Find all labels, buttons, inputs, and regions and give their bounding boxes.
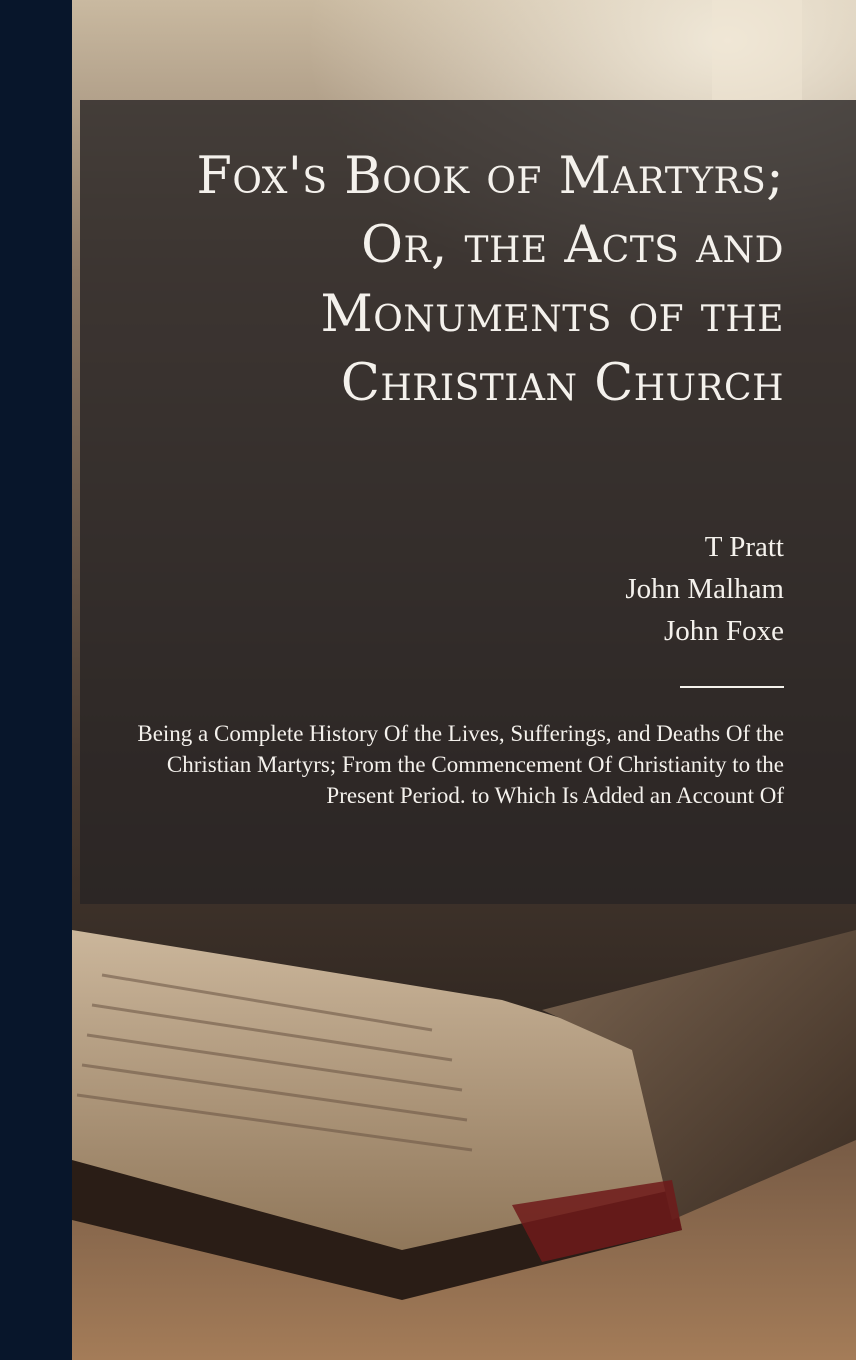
author-list bbox=[625, 526, 784, 652]
author-name: John Malham bbox=[625, 573, 784, 605]
author-name: T Pratt bbox=[704, 531, 784, 563]
book-title: Fox's Book of Martyrs; Or, the Acts and Monuments of the Christian Church bbox=[196, 147, 784, 413]
cover-spine bbox=[0, 0, 72, 1360]
divider-rule bbox=[680, 686, 784, 688]
author-name: John Foxe bbox=[663, 615, 784, 647]
book-subtitle: Being a Complete History Of the Lives, Sufferings, and Deaths Of the Christian Martyrs; From the Commencement Of Christianity to the Present Period. to Which Is Added an Account Of bbox=[137, 721, 784, 808]
